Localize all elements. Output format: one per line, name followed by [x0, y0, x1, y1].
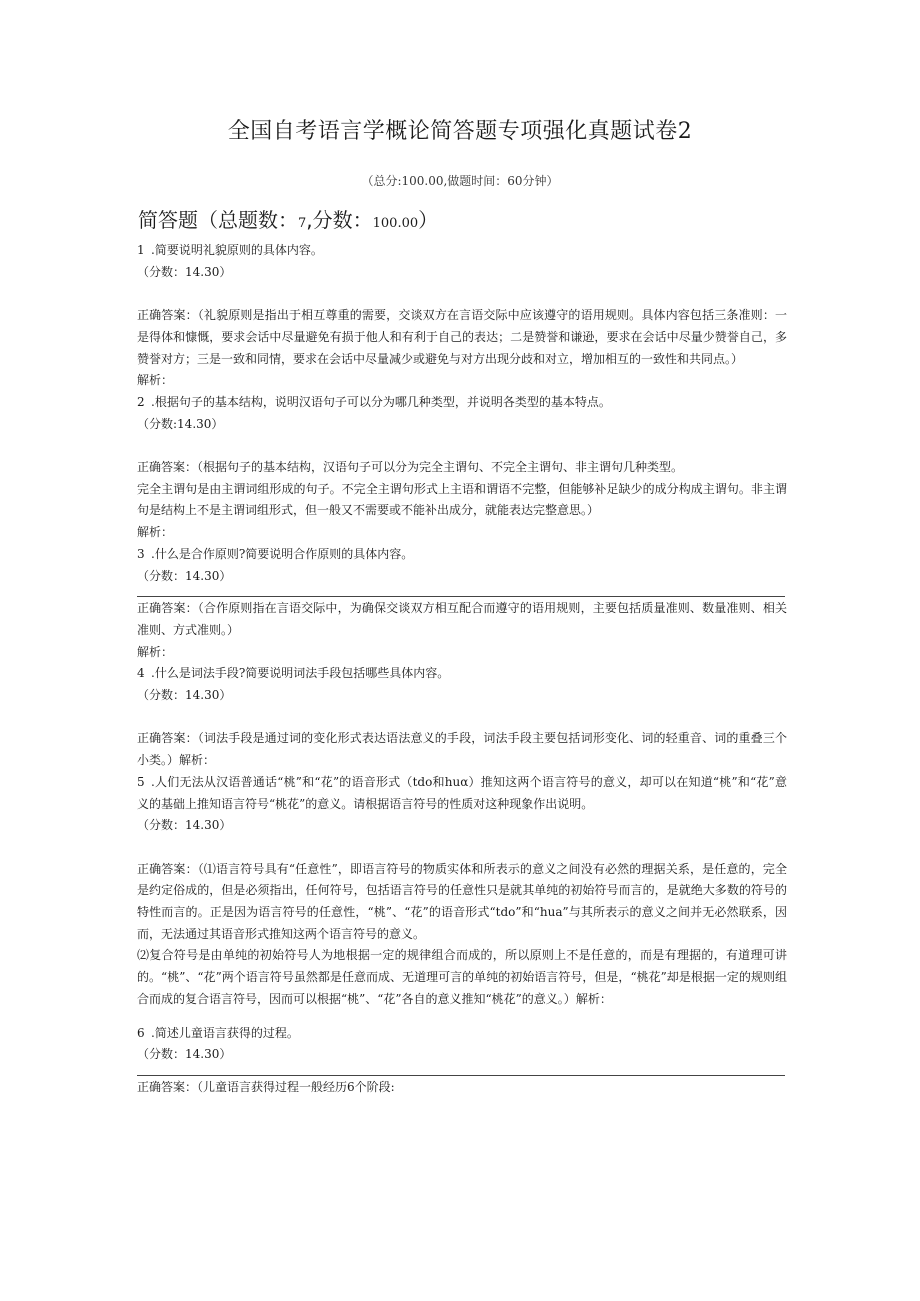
question-number: 3 [137, 546, 145, 561]
analysis-label: 解析： [575, 991, 612, 1006]
answer-5 [137, 859, 787, 946]
question-3 [137, 544, 787, 566]
answer-5-continued [137, 945, 787, 1010]
answer-text: （合作原则指在言语交际中，为确保交谈双方相互配合而遵守的语用规则，主要包括质量准则、数量准则、相关准则、方式准则。） [137, 601, 787, 637]
answer-2 [137, 457, 787, 479]
question-score: （分数：14.30） [137, 264, 232, 279]
question-text: .根据句子的基本结构，说明汉语句子可以分为哪几种类型，并说明各类型的基本特点。 [151, 394, 611, 409]
answer-label: 正确答案： [137, 731, 198, 746]
question-number: 6 [137, 1025, 145, 1040]
question-2 [137, 392, 787, 414]
answer-text: （礼貌原则是指出于相互尊重的需要，交谈双方在言语交际中应该遵守的语用规则。具体内容包括三条准则：一是得体和慷慨，要求会话中尽量避免有损于他人和有利于自己的表达；二是赞誉和谦逊，要求在会话中尽量少赞誉自己，多赞誉对方；三是一致和同情，要求在会话中尽量减少或避免与对方出现分歧和对立，增加相互的一致性和共同点。） [137, 308, 787, 366]
question-1 [137, 240, 787, 262]
section-label: 简答题（总题数： [138, 208, 298, 232]
question-number: 2 [137, 394, 145, 409]
divider [137, 1075, 785, 1076]
question-5 [137, 772, 787, 815]
answer-text: ⑵复合符号是由单纯的初始符号人为地根据一定的规律组合而成的，所以原则上不是任意的，而是有理据的，有道理可讲的。“桃”、“花”两个语言符号虽然都是任意而成、无道理可言的单纯的初始语言符号，但是，“桃花”却是根据一定的规则组合而成的复合语言符号，因而可以根据“桃”、“花”各自的意义推知“桃花”的意义。） [137, 948, 787, 1006]
analysis-label: 解析： [137, 525, 174, 540]
answer-text: （词法手段是通过词的变化形式表达语法意义的手段，词法手段主要包括词形变化、词的轻重音、词的重叠三个小类。） [137, 731, 787, 768]
question-score: （分数：14.30） [137, 688, 232, 703]
question-6 [137, 1023, 787, 1045]
answer-label: 正确答案： [137, 601, 198, 616]
section-mid: ,分数： [306, 208, 373, 232]
question-text: .人们无法从汉语普通话“桃”和“花”的语音形式（tdo和huα）推知这两个语言符号的意义，却可以在知道“桃”和“花”意义的基础上推知语言符号“桃花”的意义。请根据语言符号的性质对这种现象作出说明。 [137, 774, 787, 811]
answer-1 [137, 305, 787, 370]
analysis-label: 解析： [137, 644, 174, 659]
answer-4 [137, 728, 787, 771]
analysis-label: 解析： [179, 753, 216, 768]
answer-3 [137, 598, 787, 641]
answer-text: （⑴语言符号具有“任意性”，即语言符号的物质实体和所表示的意义之间没有必然的理据关系，是任意的，完全是约定俗成的，但是必须指出，任何符号，包括语言符号的任意性只是就其单纯的初始符号而言的，是就绝大多数的符号的特性而言的。正是因为语言符号的任意性，“桃”、“花”的语音形式“tdo”和“hua”与其所表示的意义之间并无必然联系，因而，无法通过其语音形式推知这两个语言符号的意义。 [137, 861, 787, 941]
answer-2-continued: 完全主谓句是由主谓词组形成的句子。不完全主谓句形式上主语和谓语不完整，但能够补足缺少的成分构成主谓句。非主谓句是结构上不是主谓词组形式，但一般又不需要或不能补出成分，就能表达完整意思。） [137, 481, 787, 518]
section-end: ） [418, 208, 439, 232]
question-text: .什么是词法手段?简要说明词法手段包括哪些具体内容。 [151, 666, 450, 681]
question-score: （分数:14.30） [137, 416, 224, 431]
answer-text: （根据句子的基本结构，汉语句子可以分为完全主谓句、不完全主谓句、非主谓句几种类型。 [197, 460, 684, 474]
question-number: 4 [137, 666, 145, 681]
answer-label: 正确答案： [137, 460, 198, 474]
question-number: 5 [137, 774, 145, 789]
section-count: 7 [298, 216, 307, 231]
answer-label: 正确答案： [137, 1079, 198, 1094]
answer-label: 正确答案： [137, 861, 198, 876]
question-text: .简要说明礼貌原则的具体内容。 [151, 243, 323, 257]
analysis-label: 解析： [137, 373, 174, 388]
question-score: （分数：14.30） [137, 818, 232, 833]
question-number: 1 [137, 243, 145, 257]
section-score: 100.00 [372, 216, 419, 231]
question-text: .简述儿童语言获得的过程。 [151, 1025, 299, 1040]
answer-6 [137, 1077, 787, 1099]
answer-text: （儿童语言获得过程一般经历6个阶段: [197, 1079, 395, 1094]
question-score: （分数：14.30） [137, 568, 232, 583]
question-4 [137, 663, 787, 685]
question-list [137, 240, 787, 1099]
divider [137, 596, 785, 597]
document-title: 全国自考语言学概论简答题专项强化真题试卷2 [227, 119, 693, 144]
section-heading [138, 204, 438, 233]
exam-meta: （总分:100.00,做题时间：60分钟） [361, 174, 559, 188]
answer-label: 正确答案： [137, 308, 198, 323]
question-score: （分数：14.30） [137, 1047, 232, 1062]
question-text: .什么是合作原则?简要说明合作原则的具体内容。 [151, 546, 414, 561]
